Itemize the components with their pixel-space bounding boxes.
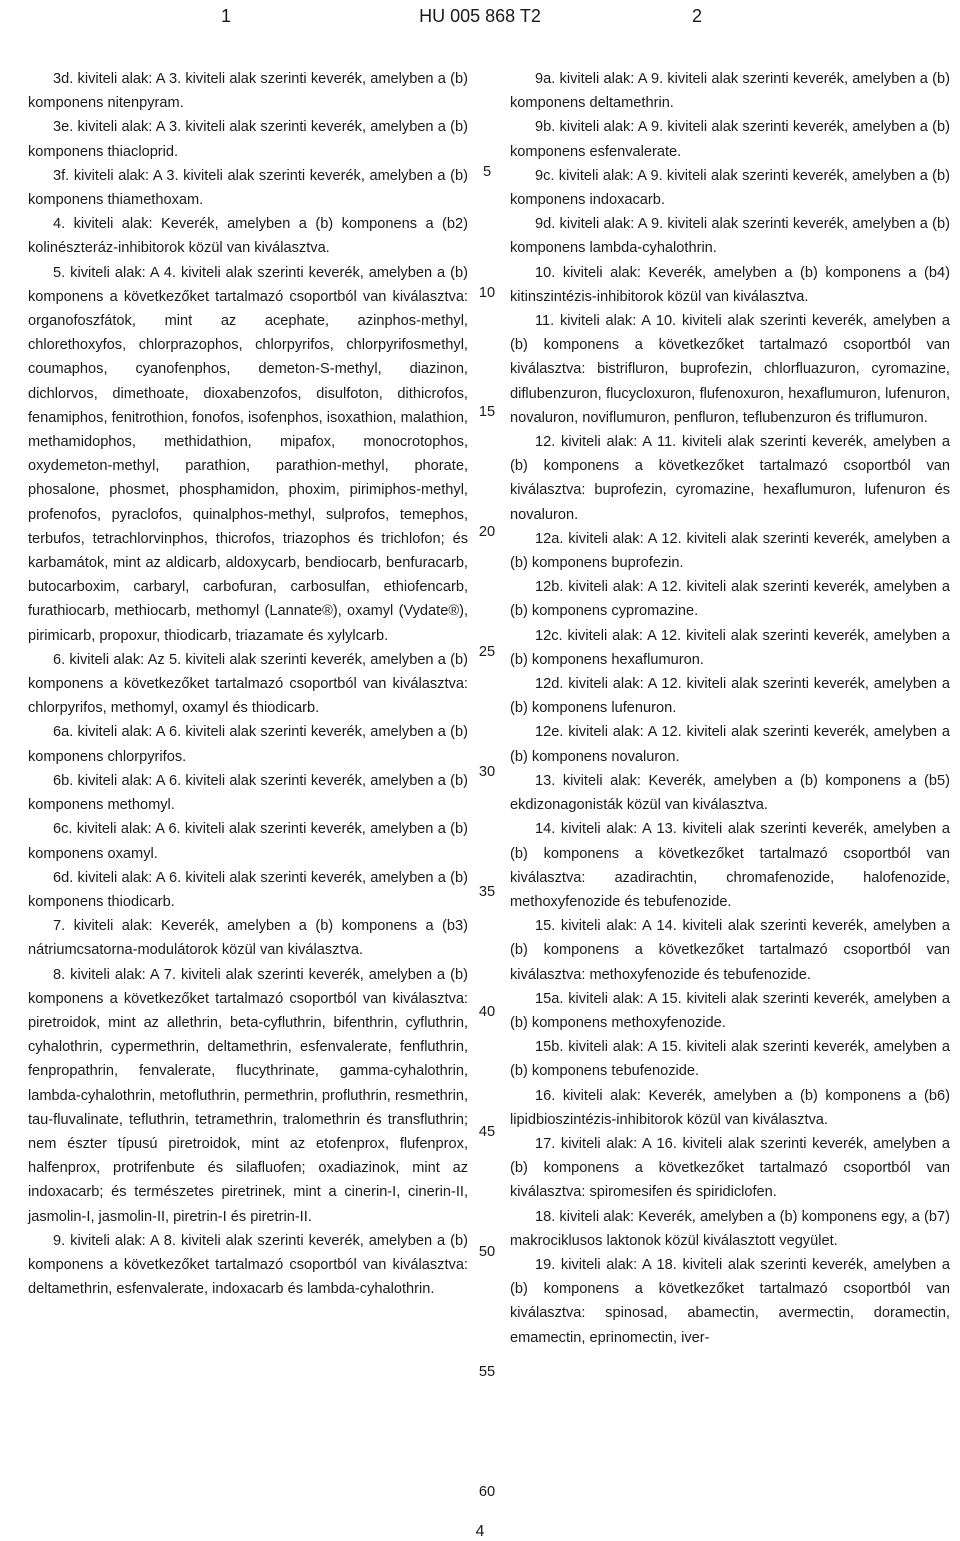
line-number: 50 (478, 1244, 496, 1260)
paragraph: 10. kiviteli alak: Keverék, amelyben a (b) komponens a (b4) kitinszintézis-inhibitorok közül van kiválasztva. (510, 264, 950, 305)
line-number: 55 (478, 1364, 496, 1380)
right-column (510, 67, 950, 1350)
paragraph: 4. kiviteli alak: Keverék, amelyben a (b) komponens a (b2) kolinészteráz-inhibitorok közül van kiválasztva. (28, 216, 468, 257)
left-page-number: 1 (221, 6, 232, 26)
paragraph: 6c. kiviteli alak: A 6. kiviteli alak szerinti keverék, amelyben a (b) komponens oxamyl. (28, 821, 468, 862)
paragraph: 6a. kiviteli alak: A 6. kiviteli alak szerinti keverék, amelyben a (b) komponens chlorpyrifos. (28, 724, 468, 765)
line-number: 45 (478, 1124, 496, 1140)
paragraph: 17. kiviteli alak: A 16. kiviteli alak szerinti keverék, amelyben a (b) komponens a következőket tartalmazó csoportból van kiválasztva: spiromesifen és spiridiclofen. (510, 1135, 950, 1201)
paragraph: 12c. kiviteli alak: A 12. kiviteli alak szerinti keverék, amelyben a (b) komponens hexaflumuron. (510, 627, 950, 668)
paragraph: 11. kiviteli alak: A 10. kiviteli alak szerinti keverék, amelyben a (b) komponens a következőket tartalmazó csoportból van kiválasztva: bistrifluron, buprofezin, chlorfluazuron, cyromazine, diflubenzuron, flucycloxuron, flufenoxuron, hexaflumuron, lufenuron, novaluron, noviflumuron, penfluron, teflubenzuron és triflumuron. (510, 313, 950, 426)
paragraph: 5. kiviteli alak: A 4. kiviteli alak szerinti keverék, amelyben a (b) komponens a következőket tartalmazó csoportból van kiválasztva: organofoszfátok, mint az acephate, azinphos-methyl, chlorethoxyfos, chlorprazophos, chlorpyrifos, chlorpyrifosmethyl, coumaphos, cyanofenphos, demeton-S-methyl, diazinon, dichlorvos, dimethoate, dioxabenzofos, disulfoton, dithicrofos, fenamiphos, fenitrothion, fonofos, isofenphos, isoxathion, malathion, methamidophos, methidathion, mipafox, monocrotophos, oxydemeton-methyl, parathion, parathion-methyl, phorate, phosalone, phosmet, phosphamidon, phoxim, pirimiphos-methyl, profenofos, pyraclofos, quinalphos-methyl, sulprofos, temephos, terbufos, tetrachlorvinphos, thicrofos, triazophos és trichlofon; és karbamátok, mint az aldicarb, aldoxycarb, bendiocarb, benfuracarb, butocarboxim, carbaryl, carbofuran, carbosulfan, ethiofencarb, furathiocarb, methiocarb, methomyl (Lannate®), oxamyl (Vydate®), pirimicarb, propoxur, thiodicarb, triazamate és xylylcarb. (28, 264, 468, 644)
document-number: HU 005 868 T2 (419, 6, 541, 26)
paragraph: 15a. kiviteli alak: A 15. kiviteli alak szerinti keverék, amelyben a (b) komponens methoxyfenozide. (510, 990, 950, 1031)
paragraph: 6. kiviteli alak: Az 5. kiviteli alak szerinti keverék, amelyben a (b) komponens a következőket tartalmazó csoportból van kiválasztva: chlorpyrifos, methomyl, oxamyl és thiodicarb. (28, 651, 468, 717)
paragraph: 15. kiviteli alak: A 14. kiviteli alak szerinti keverék, amelyben a (b) komponens a következőket tartalmazó csoportból van kiválasztva: methoxyfenozide és tebufenozide. (510, 918, 950, 983)
right-page-number: 2 (692, 6, 703, 26)
paragraph: 13. kiviteli alak: Keverék, amelyben a (b) komponens a (b5) ekdizonagonisták közül van kiválasztva. (510, 772, 950, 814)
line-number: 25 (478, 644, 496, 660)
line-number: 5 (482, 164, 492, 180)
paragraph: 6b. kiviteli alak: A 6. kiviteli alak szerinti keverék, amelyben a (b) komponens methomyl. (28, 772, 468, 814)
paragraph: 12d. kiviteli alak: A 12. kiviteli alak szerinti keverék, amelyben a (b) komponens lufenuron. (510, 676, 950, 717)
paragraph: 8. kiviteli alak: A 7. kiviteli alak szerinti keverék, amelyben a (b) komponens a következőket tartalmazó csoportból van kiválasztva: piretroidok, mint az allethrin, beta-cyfluthrin, bifenthrin, cyfluthrin, cyhalothrin, cypermethrin, deltamethrin, esfenvalerate, fenfluthrin, fenpropathrin, fenvalerate, flucythrinate, gamma-cyhalothrin, lambda-cyhalothrin, metofluthrin, permethrin, profluthrin, resmethrin, tau-fluvalinate, tefluthrin, tetramethrin, tralomethrin és transfluthrin; nem észter típusú piretroidok, mint az etofenprox, flufenprox, halfenprox, protrifenbute és silafluofen; oxadiazinok, mint az indoxacarb; és természetes piretrinek, mint a cinerin-I, cinerin-II, jasmolin-I, jasmolin-II, piretrin-I és piretrin-II. (28, 966, 468, 1225)
line-number: 35 (478, 884, 496, 900)
paragraph: 12b. kiviteli alak: A 12. kiviteli alak szerinti keverék, amelyben a (b) komponens cypromazine. (510, 579, 950, 620)
line-number: 15 (478, 404, 496, 420)
paragraph: 9. kiviteli alak: A 8. kiviteli alak szerinti keverék, amelyben a (b) komponens a következőket tartalmazó csoportból van kiválasztva: deltamethrin, esfenvalerate, indoxacarb és lambda-cyhalothrin. (28, 1232, 468, 1298)
line-number: 10 (478, 285, 496, 301)
paragraph: 14. kiviteli alak: A 13. kiviteli alak szerinti keverék, amelyben a (b) komponens a következőket tartalmazó csoportból van kiválasztva: azadirachtin, chromafenozide, halofenozide, methoxyfenozide és tebufenozide. (510, 821, 950, 910)
paragraph: 7. kiviteli alak: Keverék, amelyben a (b) komponens a (b3) nátriumcsatorna-modulátorok közül van kiválasztva. (28, 918, 468, 959)
paragraph: 18. kiviteli alak: Keverék, amelyben a (b) komponens egy, a (b7) makrociklusos laktonok közül kiválasztott vegyület. (510, 1208, 950, 1249)
paragraph: 12e. kiviteli alak: A 12. kiviteli alak szerinti keverék, amelyben a (b) komponens novaluron. (510, 724, 950, 765)
paragraph: 3e. kiviteli alak: A 3. kiviteli alak szerinti keverék, amelyben a (b) komponens thiacloprid. (28, 119, 468, 160)
line-number: 60 (478, 1484, 496, 1500)
paragraph: 3f. kiviteli alak: A 3. kiviteli alak szerinti keverék, amelyben a (b) komponens thiamethoxam. (28, 167, 468, 209)
footer-page-number: 4 (475, 1523, 485, 1540)
paragraph: 9a. kiviteli alak: A 9. kiviteli alak szerinti keverék, amelyben a (b) komponens deltamethrin. (510, 71, 950, 112)
paragraph: 9b. kiviteli alak: A 9. kiviteli alak szerinti keverék, amelyben a (b) komponens esfenvalerate. (510, 119, 950, 160)
line-number: 30 (478, 764, 496, 780)
paragraph: 9c. kiviteli alak: A 9. kiviteli alak szerinti keverék, amelyben a (b) komponens indoxacarb. (510, 167, 950, 209)
line-number: 40 (478, 1004, 496, 1020)
paragraph: 15b. kiviteli alak: A 15. kiviteli alak szerinti keverék, amelyben a (b) komponens tebufenozide. (510, 1039, 950, 1080)
paragraph: 19. kiviteli alak: A 18. kiviteli alak szerinti keverék, amelyben a (b) komponens a következőket tartalmazó csoportból van kiválasztva: spinosad, abamectin, avermectin, doramectin, emamectin, eprinomectin, iver- (510, 1256, 950, 1346)
line-number: 20 (478, 524, 496, 540)
paragraph: 16. kiviteli alak: Keverék, amelyben a (b) komponens a (b6) lipidbioszintézis-inhibitorok közül van kiválasztva. (510, 1087, 950, 1128)
paragraph: 12. kiviteli alak: A 11. kiviteli alak szerinti keverék, amelyben a (b) komponens a következőket tartalmazó csoportból van kiválasztva: buprofezin, cyromazine, hexaflumuron, lufenuron és novaluron. (510, 434, 950, 523)
paragraph: 6d. kiviteli alak: A 6. kiviteli alak szerinti keverék, amelyben a (b) komponens thiodicarb. (28, 869, 468, 910)
left-column (28, 67, 468, 1301)
paragraph: 12a. kiviteli alak: A 12. kiviteli alak szerinti keverék, amelyben a (b) komponens buprofezin. (510, 530, 950, 572)
paragraph: 9d. kiviteli alak: A 9. kiviteli alak szerinti keverék, amelyben a (b) komponens lambda-cyhalothrin. (510, 216, 950, 257)
paragraph: 3d. kiviteli alak: A 3. kiviteli alak szerinti keverék, amelyben a (b) komponens nitenpyram. (28, 71, 468, 112)
